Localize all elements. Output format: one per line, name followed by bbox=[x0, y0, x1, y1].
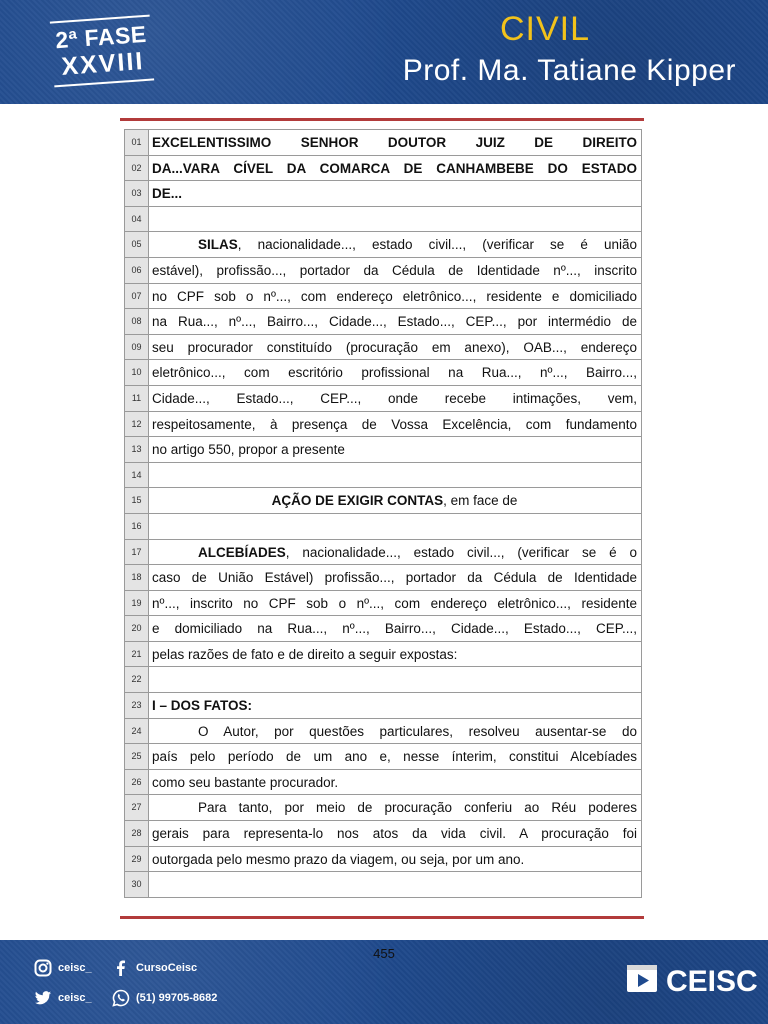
line-text: no CPF sob o nº..., com endereço eletrônico..., residente e domiciliado bbox=[152, 288, 637, 304]
sheet-line bbox=[124, 540, 642, 566]
line-text bbox=[152, 872, 637, 897]
sheet-line bbox=[124, 616, 642, 642]
sheet-line bbox=[124, 667, 642, 693]
sheet-line bbox=[124, 693, 642, 719]
line-text bbox=[152, 540, 637, 565]
line-number: 29 bbox=[125, 847, 149, 872]
whatsapp-contact[interactable] bbox=[112, 989, 217, 1007]
sheet-line bbox=[124, 360, 642, 386]
line-text: eletrônico..., com escritório profissional na Rua..., nº..., Bairro..., bbox=[152, 365, 637, 381]
action-title: AÇÃO DE EXIGIR CONTAS bbox=[271, 493, 444, 509]
line-text: país pelo período de um ano e, nesse ínterim, constitui Alcebíades bbox=[152, 749, 637, 765]
sheet-line bbox=[124, 437, 642, 463]
line-text: na Rua..., nº..., Bairro..., Cidade..., Estado..., CEP..., por intermédio de bbox=[152, 314, 637, 330]
instagram-icon bbox=[34, 959, 52, 977]
sheet-line bbox=[124, 488, 642, 514]
line-text bbox=[152, 463, 637, 488]
line-number: 27 bbox=[125, 795, 149, 820]
twitter-contact[interactable] bbox=[34, 989, 92, 1007]
line-text: no artigo 550, propor a presente bbox=[152, 442, 345, 458]
sheet-line bbox=[124, 181, 642, 207]
play-icon bbox=[626, 962, 658, 1002]
line-number: 28 bbox=[125, 821, 149, 846]
line-rest: , nacionalidade..., estado civil..., (verificar se é o bbox=[285, 544, 637, 560]
document-frame bbox=[120, 118, 644, 922]
sheet-line bbox=[124, 258, 642, 284]
sheet-line bbox=[124, 284, 642, 310]
sheet-line bbox=[124, 591, 642, 617]
line-number: 26 bbox=[125, 770, 149, 795]
sheet-line bbox=[124, 821, 642, 847]
line-text: outorgada pelo mesmo prazo da viagem, ou seja, por um ano. bbox=[152, 851, 525, 867]
sheet-line bbox=[124, 770, 642, 796]
ceisc-brand: CEISC bbox=[666, 965, 758, 998]
professor-name: Prof. Ma. Tatiane Kipper bbox=[402, 54, 736, 87]
line-text: Cidade..., Estado..., CEP..., onde recebe intimações, vem, bbox=[152, 390, 637, 406]
line-number: 16 bbox=[125, 514, 149, 539]
line-number: 20 bbox=[125, 616, 149, 641]
line-text: respeitosamente, à presença de Vossa Excelência, com fundamento bbox=[152, 416, 637, 432]
sheet-line bbox=[124, 795, 642, 821]
line-number: 23 bbox=[125, 693, 149, 718]
sheet-line bbox=[124, 514, 642, 540]
whatsapp-icon bbox=[112, 989, 130, 1007]
line-number: 03 bbox=[125, 181, 149, 206]
facebook-handle: CursoCeisc bbox=[136, 962, 198, 974]
line-text: e domiciliado na Rua..., nº..., Bairro..., Cidade..., Estado..., CEP..., bbox=[152, 621, 637, 637]
sheet-line bbox=[124, 719, 642, 745]
fase-logo bbox=[48, 14, 156, 87]
line-text: caso de União Estável) profissão..., portador da Cédula de Identidade bbox=[152, 570, 637, 586]
twitter-handle: ceisc_ bbox=[58, 992, 92, 1004]
line-number: 21 bbox=[125, 642, 149, 667]
line-number: 18 bbox=[125, 565, 149, 590]
line-text: seu procurador constituído (procuração em anexo), OAB..., endereço bbox=[152, 339, 637, 355]
line-number: 11 bbox=[125, 386, 149, 411]
line-text: Para tanto, por meio de procuração conferiu ao Réu poderes bbox=[198, 800, 637, 816]
line-text: DA...VARA CÍVEL DA COMARCA DE CANHAMBEBE DO ESTADO bbox=[152, 160, 637, 176]
sheet-line bbox=[124, 847, 642, 873]
line-text: como seu bastante procurador. bbox=[152, 774, 339, 790]
line-number: 30 bbox=[125, 872, 149, 897]
sheet-line bbox=[124, 565, 642, 591]
frame-top-line bbox=[120, 118, 644, 121]
line-number: 22 bbox=[125, 667, 149, 692]
line-text bbox=[152, 514, 637, 539]
sheet-line bbox=[124, 207, 642, 233]
line-number: 04 bbox=[125, 207, 149, 232]
line-number: 14 bbox=[125, 463, 149, 488]
line-text: gerais para representa-lo nos atos da vida civil. A procuração foi bbox=[152, 826, 637, 842]
fase-label: 2ª FASE bbox=[54, 20, 148, 54]
sheet-line bbox=[124, 309, 642, 335]
sheet-line bbox=[124, 412, 642, 438]
line-number: 06 bbox=[125, 258, 149, 283]
facebook-icon bbox=[112, 959, 130, 977]
line-text bbox=[152, 207, 637, 232]
line-text: DE... bbox=[152, 186, 183, 202]
line-number: 07 bbox=[125, 284, 149, 309]
fase-number: XXVIII bbox=[60, 47, 146, 81]
facebook-contact[interactable] bbox=[112, 959, 197, 977]
ceisc-logo bbox=[626, 962, 758, 1002]
line-number: 25 bbox=[125, 744, 149, 769]
ruled-sheet bbox=[124, 129, 642, 898]
line-number: 13 bbox=[125, 437, 149, 462]
line-number: 12 bbox=[125, 412, 149, 437]
line-number: 01 bbox=[125, 130, 149, 155]
frame-bottom-line bbox=[120, 916, 644, 919]
line-number: 15 bbox=[125, 488, 149, 513]
line-number: 08 bbox=[125, 309, 149, 334]
line-number: 02 bbox=[125, 156, 149, 181]
line-text bbox=[152, 232, 637, 257]
line-text bbox=[152, 693, 637, 718]
line-number: 24 bbox=[125, 719, 149, 744]
line-number: 10 bbox=[125, 360, 149, 385]
line-text: EXCELENTISSIMO SENHOR DOUTOR JUIZ DE DIREITO bbox=[152, 135, 637, 150]
line-number: 17 bbox=[125, 540, 149, 565]
instagram-contact[interactable] bbox=[34, 959, 92, 977]
line-rest: , nacionalidade..., estado civil..., (verificar se é união bbox=[237, 237, 637, 253]
party-name: SILAS bbox=[198, 237, 238, 253]
sheet-line bbox=[124, 872, 642, 898]
sheet-line bbox=[124, 156, 642, 182]
line-rest: , em face de bbox=[443, 493, 518, 509]
line-text: O Autor, por questões particulares, resolveu ausentar-se do bbox=[198, 723, 637, 739]
page-number: 455 bbox=[373, 946, 395, 961]
sheet-line bbox=[124, 463, 642, 489]
sheet-line bbox=[124, 744, 642, 770]
sheet-line bbox=[124, 232, 642, 258]
sheet-line bbox=[124, 335, 642, 361]
header-band bbox=[0, 0, 768, 104]
sheet-line bbox=[124, 130, 642, 156]
line-number: 09 bbox=[125, 335, 149, 360]
subject-title: CIVIL bbox=[499, 10, 590, 48]
line-text: nº..., inscrito no CPF sob o nº..., com endereço eletrônico..., residente bbox=[152, 595, 637, 611]
whatsapp-number: (51) 99705-8682 bbox=[136, 992, 218, 1004]
party-name: ALCEBÍADES bbox=[198, 544, 286, 560]
twitter-icon bbox=[34, 989, 52, 1007]
line-text bbox=[152, 667, 637, 692]
instagram-handle: ceisc_ bbox=[58, 962, 92, 974]
line-text bbox=[152, 488, 637, 513]
line-number: 05 bbox=[125, 232, 149, 257]
line-text: pelas razões de fato e de direito a seguir expostas: bbox=[152, 646, 458, 662]
line-text: estável), profissão..., portador da Cédula de Identidade nº..., inscrito bbox=[152, 262, 637, 278]
sheet-line bbox=[124, 386, 642, 412]
sheet-line bbox=[124, 642, 642, 668]
line-number: 19 bbox=[125, 591, 149, 616]
section-heading: I – DOS FATOS: bbox=[152, 698, 253, 714]
